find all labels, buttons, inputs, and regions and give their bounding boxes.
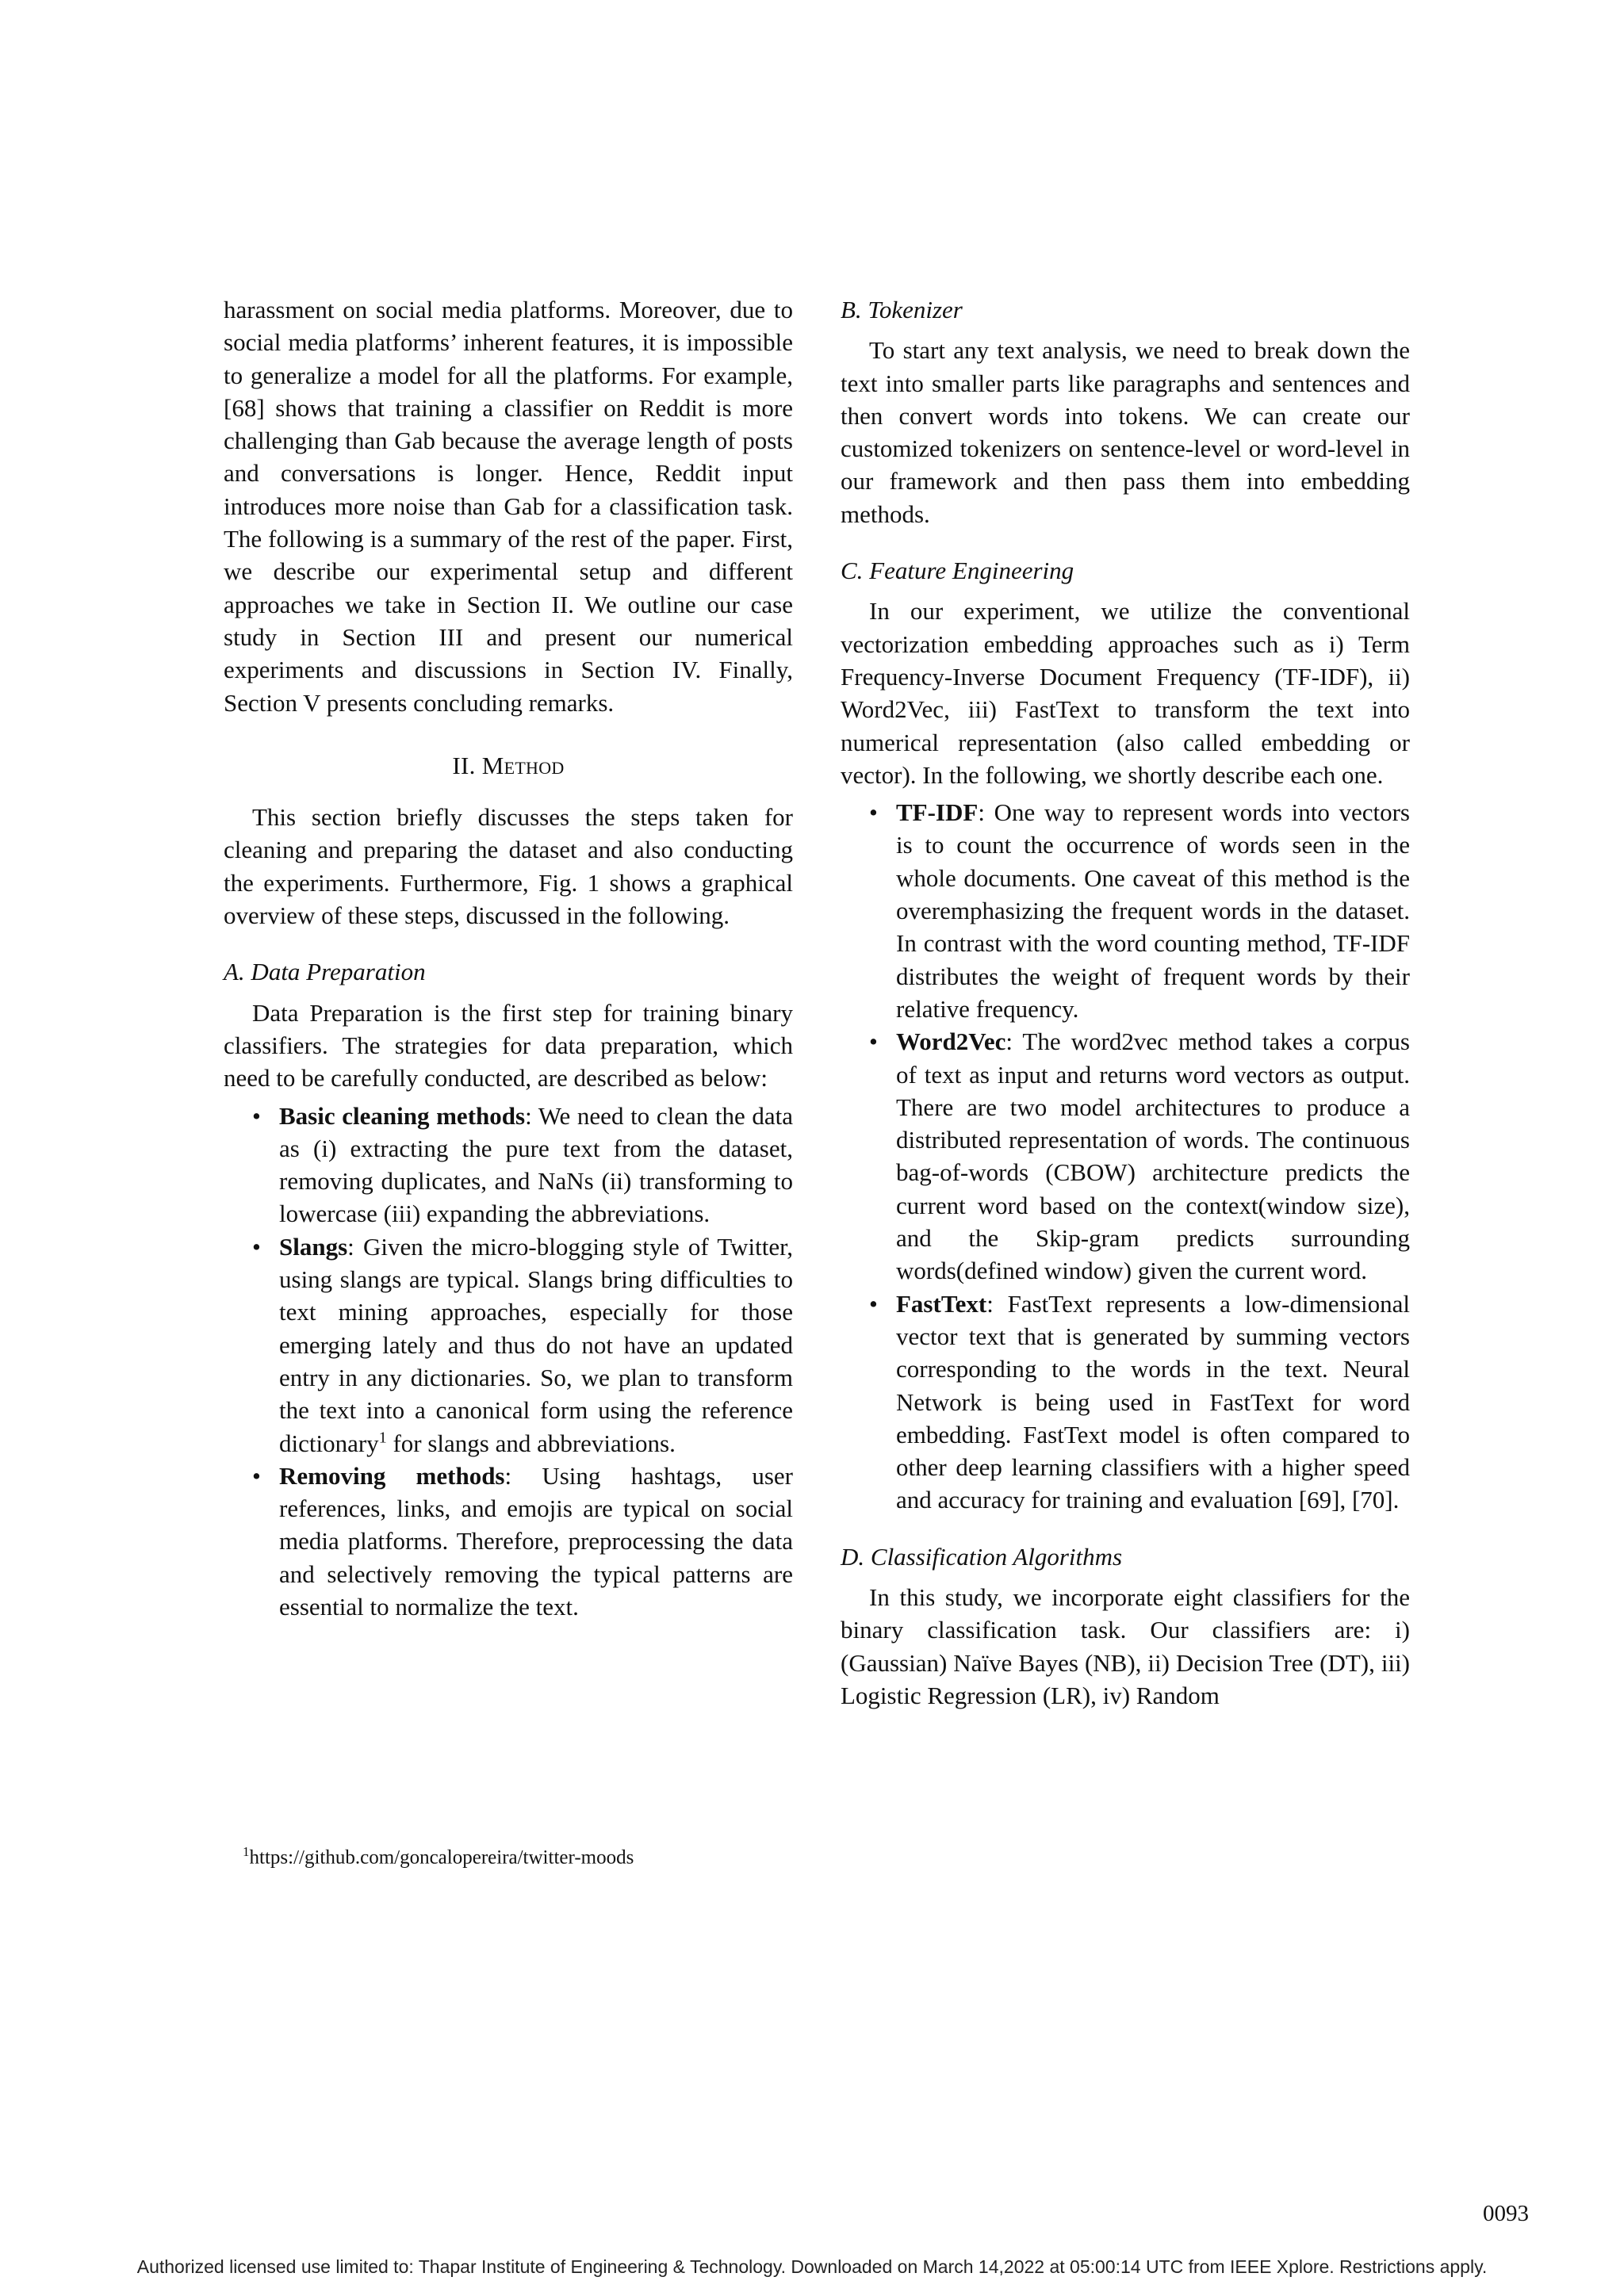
footnote — [243, 1844, 634, 1869]
footnote-number: 1 — [243, 1844, 250, 1859]
bullet-text: : We need to clean the data as (i) extracting the pure text from the dataset, removing duplicates, and NaNs (ii) transforming to lowercase (iii) expanding the abbreviations. — [279, 1101, 793, 1228]
footnote-marker: 1 — [378, 1429, 387, 1447]
bullet-icon: • — [252, 1461, 261, 1490]
footnote-link[interactable]: https://github.com/goncalopereira/twitter-moods — [249, 1846, 634, 1869]
list-item — [224, 1100, 793, 1230]
section-number: II. — [452, 751, 476, 779]
list-item — [841, 1288, 1410, 1517]
data-preparation-list — [224, 1100, 793, 1624]
data-preparation-intro: Data Preparation is the first step for training binary classifiers. The strategies for data preparation, which need to be carefully conducted, are described as below: — [224, 998, 793, 1093]
bullet-icon: • — [869, 1027, 878, 1056]
list-item — [841, 796, 1410, 1025]
right-column — [841, 293, 1410, 1712]
bullet-text: : Given the micro-blogging style of Twitter, using slangs are typical. Slangs bring difficulties to text mining approaches, especially for those emerging lately and thus do not have an updated entry in any dictionaries. So, we plan to transform the text into a canonical form using the reference dictionary — [279, 1232, 793, 1457]
license-notice: Authorized licensed use limited to: Thapar Institute of Engineering & Technology. Downloaded on March 14,2022 at 05:00:14 UTC from IEEE Xplore. Restrictions apply. — [136, 2256, 1488, 2277]
bullet-term: Slangs — [279, 1232, 348, 1261]
left-column — [224, 293, 793, 1623]
bullet-term: Basic cleaning methods — [279, 1101, 526, 1130]
bullet-term: Removing methods — [279, 1461, 505, 1490]
section-heading-method — [224, 749, 793, 782]
section-intro: This section briefly discusses the steps taken for cleaning and preparing the dataset and also conducting the experiments. Furthermore, Fig. 1 shows a graphical overview of these steps, discussed in the following. — [224, 803, 793, 930]
bullet-text-continued: for slangs and abbreviations. — [386, 1429, 676, 1457]
intro-paragraph: harassment on social media platforms. Moreover, due to social media platforms’ inherent features, it is impossible to generalize a model for all the platforms. For example, [68] shows that training a classifier on Reddit is more challenging than Gab because the average length of posts and conversations is longer. Hence, Reddit input introduces more noise than Gab for a classification task. The following is a summary of the rest of the paper. First, we describe our experimental setup and different approaches we take in Section II. We outline our case study in Section III and present our numerical experiments and discussions in Section IV. Finally, Section V presents concluding remarks. — [224, 296, 793, 717]
bullet-icon: • — [252, 1101, 261, 1130]
bullet-term: FastText — [896, 1289, 987, 1318]
subsection-heading-tokenizer: B. Tokenizer — [841, 296, 963, 323]
bullet-icon: • — [869, 1289, 878, 1318]
page-number: 0093 — [1483, 2201, 1529, 2226]
list-item — [224, 1230, 793, 1460]
feature-engineering-list — [841, 796, 1410, 1517]
bullet-text: : The word2vec method takes a corpus of text as input and returns word vectors as output. There are two model architectures to produce a distributed representation of words. The continuous bag-of-words (CBOW) architecture predicts the current word based on the context(window size), and the Skip-gram predicts surrounding words(defined window) given the current word. — [896, 1027, 1410, 1285]
bullet-term: Word2Vec — [896, 1027, 1006, 1056]
bullet-icon: • — [252, 1232, 261, 1261]
bullet-text: : One way to represent words into vectors is to count the occurrence of words seen in the whole documents. One caveat of this method is the overemphasizing the frequent words in the dataset. In contrast with the word counting method, TF-IDF distributes the weight of frequent words by their relative frequency. — [896, 798, 1410, 1023]
bullet-term: TF-IDF — [896, 798, 979, 827]
bullet-icon: • — [869, 798, 878, 827]
section-title: Method — [481, 751, 565, 779]
subsection-heading-feature-engineering: C. Feature Engineering — [841, 557, 1074, 585]
bullet-text: : Using hashtags, user references, links, and emojis are typical on social media platforms. Therefore, preprocessing the data and selectively removing the typical patterns are essential to normalize the text. — [279, 1461, 793, 1621]
list-item — [224, 1460, 793, 1623]
subsection-heading-data-preparation: A. Data Preparation — [224, 958, 426, 986]
feature-engineering-paragraph: In our experiment, we utilize the conventional vectorization embedding approaches such as i) Term Frequency-Inverse Document Frequency (TF-IDF), ii) Word2Vec, iii) FastText to transform the text into numerical representation (also called embedding or vector). In the following, we shortly describe each one. — [841, 597, 1410, 789]
list-item — [841, 1025, 1410, 1287]
tokenizer-paragraph: To start any text analysis, we need to break down the text into smaller parts like paragraphs and sentences and then convert words into tokens. We can create our customized tokenizers on sentence-level or word-level in our framework and then pass them into embedding methods. — [841, 336, 1410, 528]
subsection-heading-classification-algorithms: D. Classification Algorithms — [841, 1542, 1123, 1571]
classification-paragraph: In this study, we incorporate eight classifiers for the binary classification task. Our classifiers are: i) (Gaussian) Naïve Bayes (NB), ii) Decision Tree (DT), iii) Logistic Regression (LR), iv) Random — [841, 1582, 1410, 1709]
bullet-text: : FastText represents a low-dimensional vector text that is generated by summing vectors corresponding to the words in the text. Neural Network is being used in FastText for word embedding. FastText model is often compared to other deep learning classifiers with a higher speed and accuracy for training and evaluation [69], [70]. — [896, 1289, 1410, 1514]
